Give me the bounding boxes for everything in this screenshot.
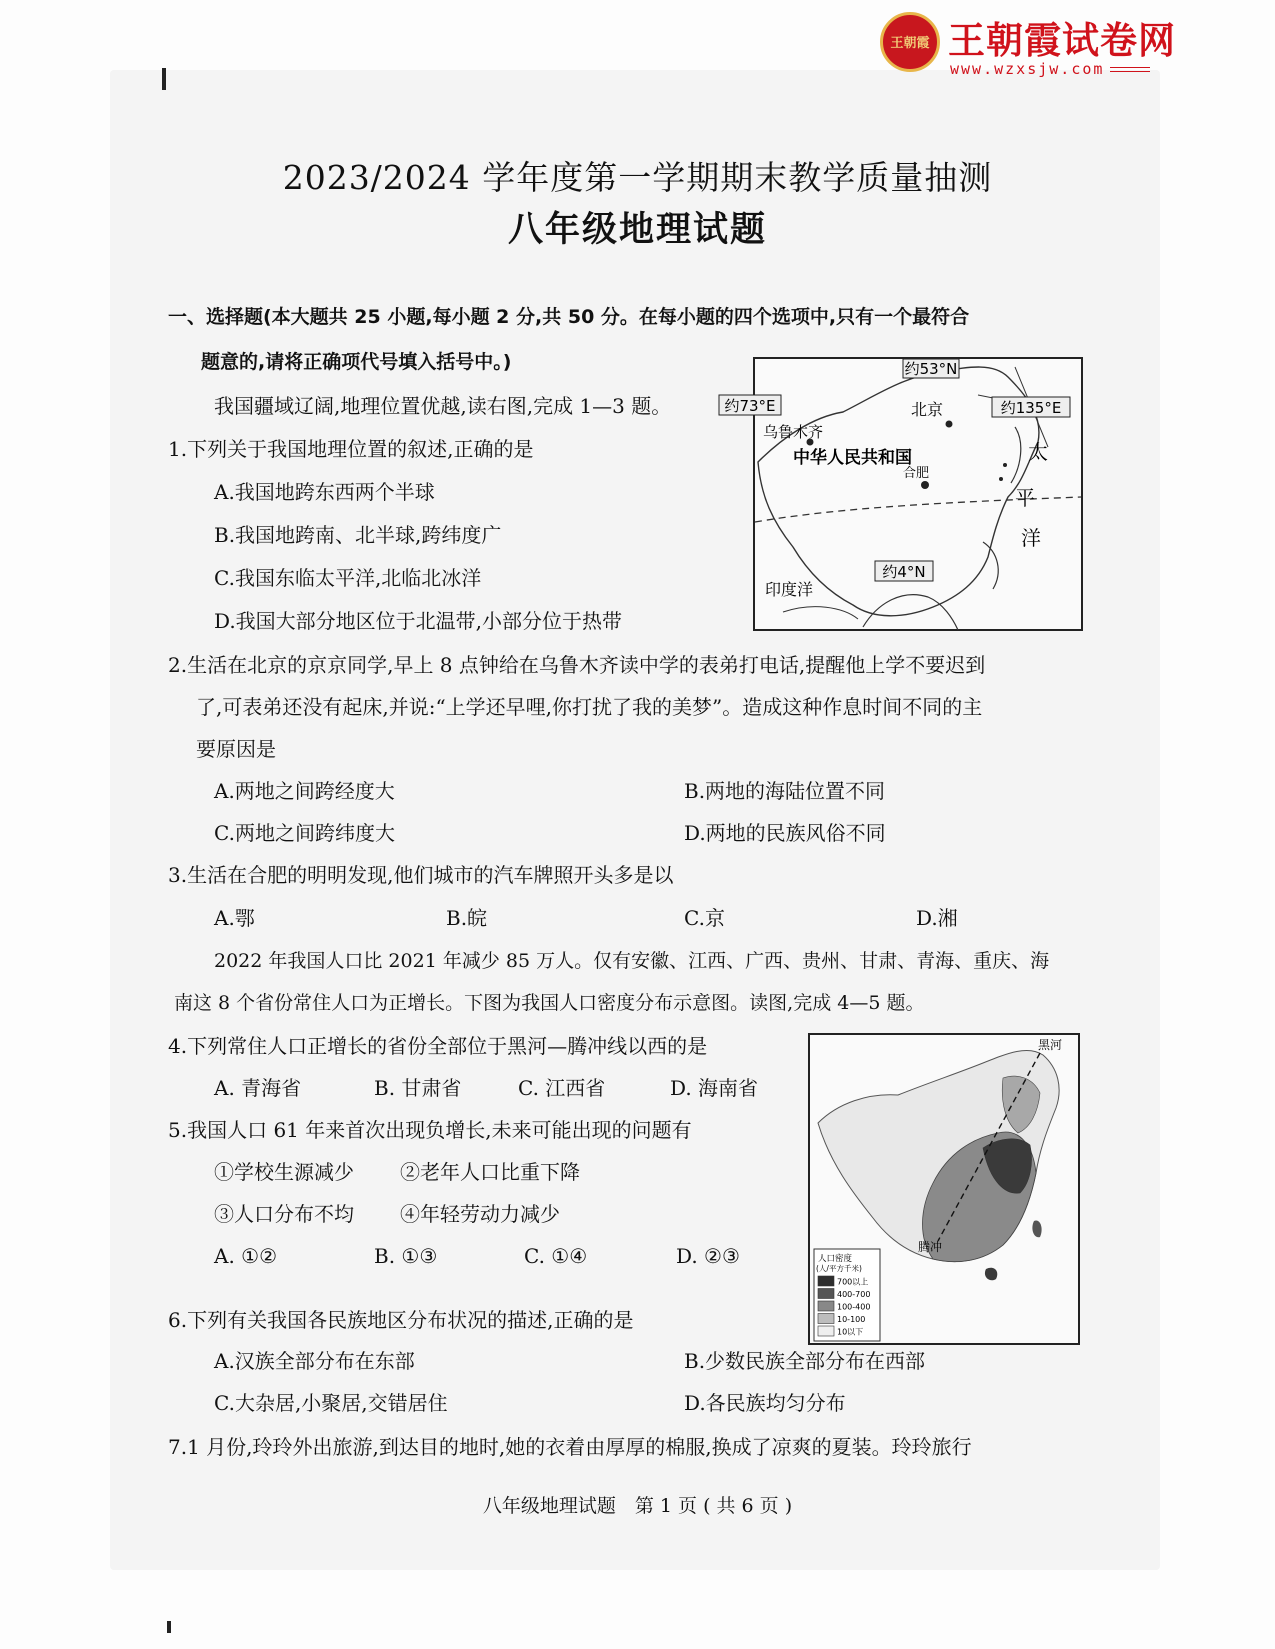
legend-label: 10以下 <box>837 1327 864 1337</box>
q1-option-b: B.我国地跨南、北半球,跨纬度广 <box>214 523 502 547</box>
q6-option-a: A.汉族全部分布在东部 <box>214 1349 415 1373</box>
q5-option-a: A. ①② <box>214 1244 278 1268</box>
label-prc: 中华人民共和国 <box>793 448 912 468</box>
registration-mark <box>167 1621 171 1633</box>
exam-subtitle: 八年级地理试题 <box>507 210 767 250</box>
population-density-map <box>808 1033 1080 1345</box>
q5-statement-1: ①学校生源减少 <box>214 1160 354 1184</box>
q4-option-d: D. 海南省 <box>670 1076 759 1100</box>
label-tai: 太 <box>1028 440 1048 464</box>
legend-swatch <box>818 1326 834 1336</box>
exam-title: 2023/2024 学年度第一学期期末教学质量抽测 <box>282 158 993 197</box>
label-lon73: 约73°E <box>724 397 776 415</box>
question-2-cont: 了,可表弟还没有起床,并说:“上学还早哩,你打扰了我的美梦”。造成这种作息时间不同的主 <box>196 695 983 719</box>
legend-swatch <box>818 1301 834 1311</box>
q2-option-d: D.两地的民族风俗不同 <box>684 821 886 845</box>
label-beijing: 北京 <box>911 400 944 419</box>
q4-option-b: B. 甘肃省 <box>374 1076 462 1100</box>
q2-option-c: C.两地之间跨纬度大 <box>214 821 395 845</box>
question-2-cont2: 要原因是 <box>196 737 276 761</box>
logo-title: 王朝霞试卷网 <box>948 19 1176 62</box>
label-yang: 洋 <box>1021 526 1041 550</box>
legend-swatch <box>818 1314 834 1324</box>
q4-option-a: A. 青海省 <box>214 1076 302 1100</box>
q2-option-b: B.两地的海陆位置不同 <box>684 779 886 803</box>
label-lat53: 约53°N <box>904 360 958 378</box>
q6-option-b: B.少数民族全部分布在西部 <box>684 1349 926 1373</box>
question-1: 1.下列关于我国地理位置的叙述,正确的是 <box>168 437 534 461</box>
q1-option-d: D.我国大部分地区位于北温带,小部分位于热带 <box>214 609 623 633</box>
q1-option-c: C.我国东临太平洋,北临北冰洋 <box>214 566 482 590</box>
q5-option-c: C. ①④ <box>524 1244 588 1268</box>
label-heihe: 黑河 <box>1038 1038 1063 1052</box>
label-tengchong: 腾冲 <box>918 1240 943 1254</box>
label-lon135: 约135°E <box>1000 399 1062 417</box>
legend-unit: (人/平方千米) <box>816 1264 862 1273</box>
q5-statement-4: ④年轻劳动力减少 <box>400 1202 560 1226</box>
legend-label: 10-100 <box>837 1315 866 1324</box>
section-heading-cont: 题意的,请将正确项代号填入括号中。) <box>201 351 512 373</box>
q3-option-a: A.鄂 <box>214 906 255 930</box>
q5-statement-2: ②老年人口比重下降 <box>400 1160 580 1184</box>
intro-text: 我国疆域辽阔,地理位置优越,读右图,完成 1—3 题。 <box>214 394 672 418</box>
q2-option-a: A.两地之间跨经度大 <box>214 779 395 803</box>
q5-statement-3: ③人口分布不均 <box>214 1202 354 1226</box>
label-urumqi: 乌鲁木齐 <box>763 423 824 441</box>
q4-option-c: C. 江西省 <box>518 1076 606 1100</box>
q6-option-c: C.大杂居,小聚居,交错居住 <box>214 1391 448 1415</box>
question-2: 2.生活在北京的京京同学,早上 8 点钟给在乌鲁木齐读中学的表弟打电话,提醒他上学不要迟到 <box>168 653 986 677</box>
label-indian-ocean: 印度洋 <box>765 580 814 599</box>
logo-badge-icon: 王朝霞 <box>880 12 940 72</box>
label-hefei: 合肥 <box>903 466 930 481</box>
legend-swatch <box>818 1289 834 1299</box>
page-footer: 八年级地理试题 第 1 页 ( 共 6 页 ) <box>482 1495 793 1517</box>
china-location-map <box>724 357 1083 631</box>
q1-option-a: A.我国地跨东西两个半球 <box>214 480 435 504</box>
intro-4-5: 2022 年我国人口比 2021 年减少 85 万人。仅有安徽、江西、广西、贵州、甘肃、青海、重庆、海 <box>214 950 1050 972</box>
question-7: 7.1 月份,玲玲外出旅游,到达目的地时,她的衣着由厚厚的棉服,换成了凉爽的夏装。玲玲旅行 <box>168 1435 972 1459</box>
label-ping: 平 <box>1015 486 1035 510</box>
q3-option-c: C.京 <box>684 906 725 930</box>
question-5: 5.我国人口 61 年来首次出现负增长,未来可能出现的问题有 <box>168 1118 692 1142</box>
logo-url: www.wzxsjw.com <box>950 60 1105 78</box>
legend-label: 700以上 <box>837 1277 869 1287</box>
q5-option-d: D. ②③ <box>676 1244 740 1268</box>
question-3: 3.生活在合肥的明明发现,他们城市的汽车牌照开头多是以 <box>168 863 674 887</box>
registration-mark <box>162 68 166 90</box>
label-lat4: 约4°N <box>882 563 926 581</box>
q3-option-b: B.皖 <box>446 906 488 930</box>
q3-option-d: D.湘 <box>916 906 958 930</box>
intro-4-5-cont: 南这 8 个省份常住人口为正增长。下图为我国人口密度分布示意图。读图,完成 4—5 题。 <box>174 992 925 1014</box>
legend-label: 100-400 <box>837 1302 871 1312</box>
watermark-logo <box>880 10 1180 78</box>
q6-option-d: D.各民族均匀分布 <box>684 1391 846 1415</box>
legend-swatch <box>818 1276 834 1286</box>
section-heading: 一、选择题(本大题共 25 小题,每小题 2 分,共 50 分。在每小题的四个选项中,只有一个最符合 <box>168 306 970 328</box>
question-6: 6.下列有关我国各民族地区分布状况的描述,正确的是 <box>168 1308 634 1332</box>
legend-label: 400-700 <box>837 1290 871 1299</box>
q5-option-b: B. ①③ <box>374 1244 438 1268</box>
question-4: 4.下列常住人口正增长的省份全部位于黑河—腾冲线以西的是 <box>168 1034 708 1058</box>
legend-title: 人口密度 <box>818 1254 853 1264</box>
